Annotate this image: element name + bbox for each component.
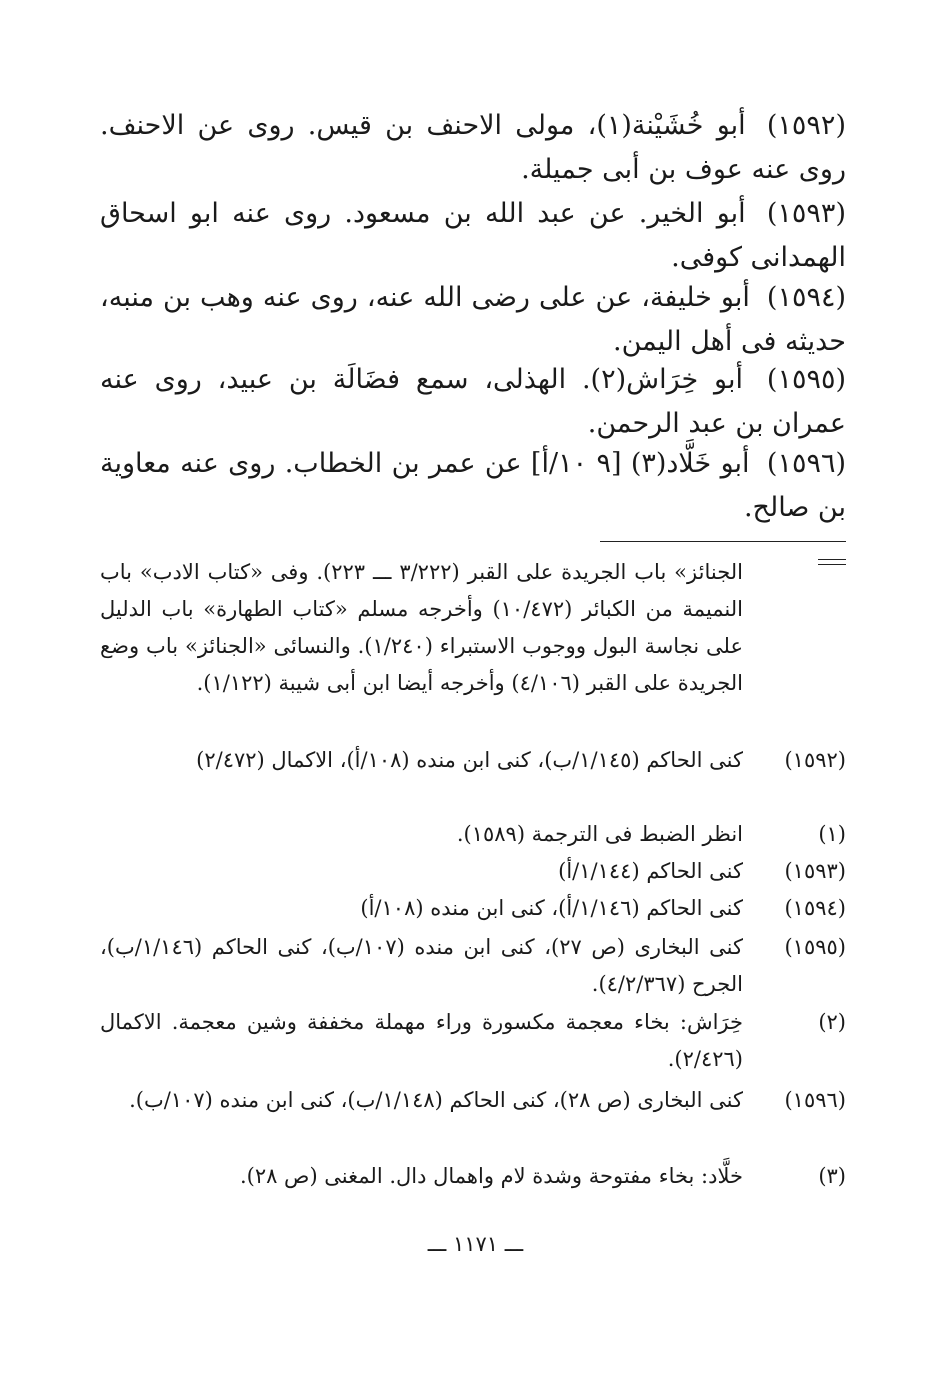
entry-number: (١٥٩٣) [766,198,846,229]
footnote-1593 [100,853,846,890]
footnote-text: كنى الحاكم (١/١٤٤/أ) [558,859,743,883]
footnote-text: الجنائز» باب الجريدة على القبر (٣/٢٢٢ ـــ ٢٢٣). وفى «كتاب الادب» باب النميمة من الكبائر (١٠/٤٧٢) وأخرجه مسلم «كتاب الطهارة» باب الدليل على نجاسة البول ووجوب الاستبراء (١/٢٤٠). والنسائى «الجنائز» باب وضع الجريدة على القبر (٤/١٠٦) وأخرجه أيضا ابن أبى شيبة (١/١٢٢). [100,560,743,695]
footnote-1595 [100,929,846,1003]
entry-1595 [100,358,846,446]
entry-text: أبو خُشَيْنة(١)، مولى الاحنف بن قيس. روى عن الاحنف. روى عنه عوف بن أبى جميلة. [100,110,846,185]
footnote-label: (٢) [818,1010,846,1034]
footnote-label: (١٥٩٥) [784,935,846,959]
entry-1596 [100,442,846,530]
footnote-continuation [100,554,846,702]
footnote-1596 [100,1082,846,1119]
entry-1594 [100,276,846,364]
footnote-1 [100,816,846,853]
footnote-text: خلَّاد: بخاء مفتوحة وشدة لام واهمال دال. المغنى (ص ٢٨). [239,1164,743,1188]
entry-text: أبو الخير. عن عبد الله بن مسعود. روى عنه ابو اسحاق الهمدانى كوفى. [100,198,846,273]
footnote-label: (١٥٩٢) [784,748,846,772]
footnote-separator [600,541,846,542]
footnote-text: كنى البخارى (ص ٢٨)، كنى الحاكم (١/١٤٨/ب)، كنى ابن منده (١٠٧/ب). [129,1088,743,1112]
footnote-text: كنى البخارى (ص ٢٧)، كنى ابن منده (١٠٧/ب)، كنى الحاكم (١/١٤٦/ب)، الجرح (٤/٢/٣٦٧). [100,935,743,996]
footnote-text: خِرَاش: بخاء معجمة مكسورة وراء مهملة مخففة وشين معجمة. الاكمال (٢/٤٢٦). [100,1010,743,1071]
footnote-label: (١) [818,822,846,846]
entry-number: (١٥٩٥) [766,364,847,395]
continuation-mark [818,559,846,569]
entry-number: (١٥٩٦) [766,448,846,479]
entry-text: أبو خَلَّاد(٣) [٩ ١٠/أ] عن عمر بن الخطاب. روى عنه معاوية بن صالح. [100,448,846,523]
footnote-label: (٣) [818,1164,846,1188]
entry-text: أبو خِرَاش(٢). الهذلى، سمع فضَالَة بن عبيد، روى عنه عمران بن عبد الرحمن. [100,364,846,439]
footnote-label: (١٥٩٦) [784,1088,846,1112]
entry-1592 [100,104,846,192]
footnote-text: انظر الضبط فى الترجمة (١٥٨٩). [456,822,743,846]
footnote-2 [100,1004,846,1078]
entry-number: (١٥٩٤) [766,282,846,313]
footnote-label: (١٥٩٤) [784,896,846,920]
footnote-label: (١٥٩٣) [784,859,846,883]
footnote-1592 [100,742,846,779]
footnote-1594 [100,890,846,927]
footnote-3 [100,1158,846,1195]
footnote-text: كنى الحاكم (١/١٤٦/أ)، كنى ابن منده (١٠٨/أ) [360,896,743,920]
entry-1593 [100,192,846,280]
page-number: ـــ ١١٧١ ـــ [427,1232,524,1256]
footnote-text: كنى الحاكم (١/١٤٥/ب)، كنى ابن منده (١٠٨/أ)، الاكمال (٢/٤٧٢) [196,748,743,772]
entry-number: (١٥٩٢) [766,110,846,141]
entry-text: أبو خليفة، عن على رضى الله عنه، روى عنه وهب بن منبه، حديثه فى أهل اليمن. [100,282,846,357]
